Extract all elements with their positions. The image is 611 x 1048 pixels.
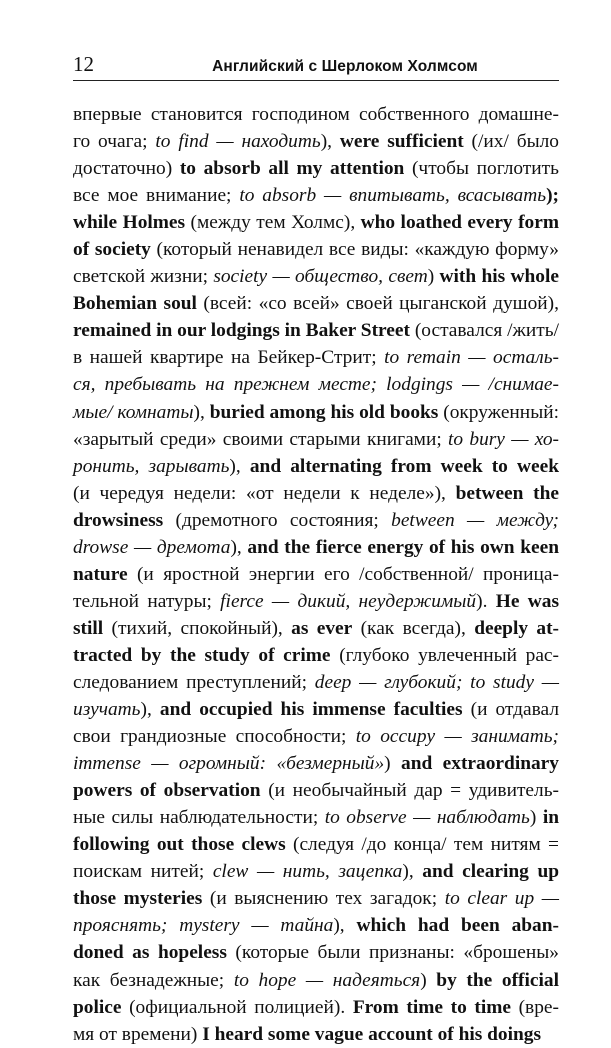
text-line (73, 994, 559, 1021)
text-line (73, 344, 559, 371)
translation-text: (глубоко увлеченный рас- (330, 644, 559, 666)
translation-text: впервые становится господином собственного домашне- (73, 104, 559, 125)
english-phrase: ); (546, 185, 559, 207)
text-line (73, 669, 559, 696)
dictionary-gloss: deep — глубокий; to study — (314, 671, 559, 693)
text-line (73, 588, 559, 615)
english-phrase: who loathed every form (360, 212, 559, 234)
dictionary-gloss: ронить, зарывать (73, 455, 230, 477)
dictionary-gloss: clew — нить, зацепка (212, 861, 403, 883)
translation-text: (официальной полицией). (121, 996, 353, 1018)
english-phrase: of society (73, 239, 151, 261)
translation-text: поискам нитей; (73, 861, 213, 883)
dictionary-gloss: drowse — дремота (73, 536, 231, 558)
translation-text: (и чередуя недели: «от недели к неделе»), (73, 482, 456, 504)
english-phrase: were sufficient (339, 131, 464, 153)
translation-text: ), (320, 131, 340, 153)
english-phrase: while Holmes (73, 212, 186, 234)
text-line (73, 561, 559, 588)
english-phrase: remained in our lodgings in Baker Street (73, 320, 410, 342)
translation-text: ), (333, 915, 357, 937)
english-phrase: drowsiness (73, 509, 164, 531)
english-phrase: and extraordinary (401, 753, 559, 775)
dictionary-gloss: to clear up — (444, 888, 559, 910)
translation-text: тельной натуры; (73, 590, 221, 612)
translation-text: (чтобы поглотить (404, 158, 559, 180)
translation-text: (следуя /до конца/ тем нитям = (285, 834, 559, 856)
text-line (73, 804, 559, 831)
dictionary-gloss: изучать (73, 699, 141, 721)
page-header (73, 52, 559, 78)
text-line (73, 101, 559, 128)
text-line (73, 723, 559, 750)
english-phrase: which had been aban- (356, 915, 559, 937)
text-line (73, 128, 559, 155)
translation-text: (и отдавал (462, 699, 559, 721)
english-phrase: by the official (436, 969, 559, 991)
dictionary-gloss: ся, пребывать на прежнем месте; lodgings — /снимае- (73, 374, 559, 396)
translation-text: ). (476, 590, 496, 612)
translation-text: «зарытый среди» своими старыми книгами; (73, 428, 448, 450)
dictionary-gloss: fierce — дикий, неудержимый (220, 590, 477, 612)
header-rule (73, 80, 559, 81)
translation-text: (и выяснению тех загадок; (202, 888, 445, 910)
text-line (73, 912, 559, 939)
text-line (73, 371, 559, 398)
translation-text: ), (140, 699, 160, 721)
translation-text: (всей: «со всей» своей цыганской душой), (196, 293, 559, 315)
english-phrase: and clearing up (422, 861, 560, 883)
english-phrase: He was (495, 590, 559, 612)
english-phrase: to absorb all my attention (179, 158, 405, 180)
translation-text: (между тем Холмс), (185, 212, 361, 234)
translation-text: (дремотного состояния; (163, 509, 392, 531)
dictionary-gloss: to find — находить (155, 131, 321, 153)
translation-text: (тихий, спокойный), (103, 617, 292, 639)
text-line (73, 182, 559, 209)
translation-text: как безнадежные; (73, 969, 234, 991)
translation-text: ), (229, 455, 250, 477)
text-line (73, 615, 559, 642)
dictionary-gloss: to observe — наблюдать (324, 807, 530, 829)
text-line (73, 1021, 559, 1048)
text-line (73, 209, 559, 236)
translation-text: го очага; (73, 131, 156, 153)
english-phrase: in (542, 807, 559, 829)
translation-text: (как всегда), (352, 617, 475, 639)
text-line (73, 885, 559, 912)
english-phrase: From time to time (352, 996, 511, 1018)
text-line (73, 155, 559, 182)
translation-text: ) (529, 807, 543, 829)
dictionary-gloss: to remain — осталь- (384, 347, 559, 369)
translation-text: ные силы наблюдательности; (73, 807, 325, 829)
translation-text: (которые были признаны: «брошены» (226, 942, 559, 964)
english-phrase: following out those clews (73, 834, 286, 856)
text-line (73, 534, 559, 561)
english-phrase: deeply at- (474, 617, 560, 639)
english-phrase: powers of observation (73, 780, 261, 802)
translation-text: (вре- (510, 996, 559, 1018)
translation-text: (и необычайный дар = удивитель- (260, 780, 560, 802)
translation-text: (оставался /жить/ (409, 320, 560, 342)
body-text (73, 101, 559, 1048)
text-line (73, 426, 559, 453)
page-number: 12 (73, 52, 94, 76)
text-line (73, 317, 559, 344)
translation-text: ) (420, 969, 437, 991)
text-line (73, 480, 559, 507)
dictionary-gloss: to bury — хо- (448, 428, 559, 450)
english-phrase: buried among his old books (209, 401, 439, 423)
translation-text: ) (384, 753, 402, 775)
english-phrase: still (73, 617, 104, 639)
translation-text: в нашей квартире на Бейкер-Стрит; (73, 347, 385, 369)
running-title: Английский с Шерлоком Холмсом (212, 58, 478, 75)
english-phrase: and the fierce energy of his own keen (247, 536, 560, 558)
english-phrase: nature (73, 563, 128, 585)
english-phrase: those mysteries (73, 888, 203, 910)
dictionary-gloss: прояснять; mystery — тайна (73, 915, 334, 937)
dictionary-gloss: to absorb — впитывать, всасывать (239, 185, 547, 207)
dictionary-gloss: мые/ комнаты (73, 401, 194, 423)
english-phrase: doned as hopeless (73, 942, 227, 964)
english-phrase: between the (455, 482, 559, 504)
dictionary-gloss: between — между; (391, 509, 559, 531)
translation-text: следованием преступлений; (73, 671, 315, 693)
text-line (73, 750, 559, 777)
english-phrase: police (73, 996, 122, 1018)
translation-text: (окруженный: (438, 401, 559, 423)
translation-text: (который ненавидел все виды: «каждую форму» (150, 239, 559, 261)
english-phrase: and alternating from week to week (249, 455, 560, 477)
translation-text: ), (193, 401, 210, 423)
text-line (73, 399, 559, 426)
dictionary-gloss: immense — огромный: «безмерный» (73, 753, 385, 775)
text-line (73, 236, 559, 263)
english-phrase: I heard some vague account of his doings (202, 1023, 542, 1045)
translation-text: мя от времени) (73, 1023, 203, 1045)
english-phrase: as ever (291, 617, 353, 639)
translation-text: ), (402, 861, 423, 883)
english-phrase: Bohemian soul (73, 293, 197, 315)
text-line (73, 858, 559, 885)
english-phrase: with his whole (439, 266, 559, 288)
translation-text: все мое внимание; (73, 185, 240, 207)
dictionary-gloss: to occupy — занимать; (355, 726, 560, 748)
dictionary-gloss: to hope — надеяться (233, 969, 421, 991)
english-phrase: and occupied his immense faculties (159, 699, 463, 721)
translation-text: свои грандиозные способности; (73, 726, 356, 748)
text-line (73, 642, 559, 669)
translation-text: светской жизни; (73, 266, 214, 288)
text-line (73, 831, 559, 858)
text-line (73, 939, 559, 966)
text-line (73, 777, 559, 804)
text-line (73, 507, 559, 534)
translation-text: ), (230, 536, 248, 558)
text-line (73, 696, 559, 723)
english-phrase: tracted by the study of crime (73, 644, 331, 666)
translation-text: (и яростной энергии его /собственной/ проница- (127, 563, 559, 585)
translation-text: ) (427, 266, 440, 288)
text-line (73, 453, 559, 480)
translation-text: достаточно) (73, 158, 180, 180)
dictionary-gloss: society — общество, свет (213, 266, 428, 288)
text-line (73, 290, 559, 317)
text-line (73, 967, 559, 994)
text-line (73, 263, 559, 290)
translation-text: (/их/ было (463, 131, 559, 153)
